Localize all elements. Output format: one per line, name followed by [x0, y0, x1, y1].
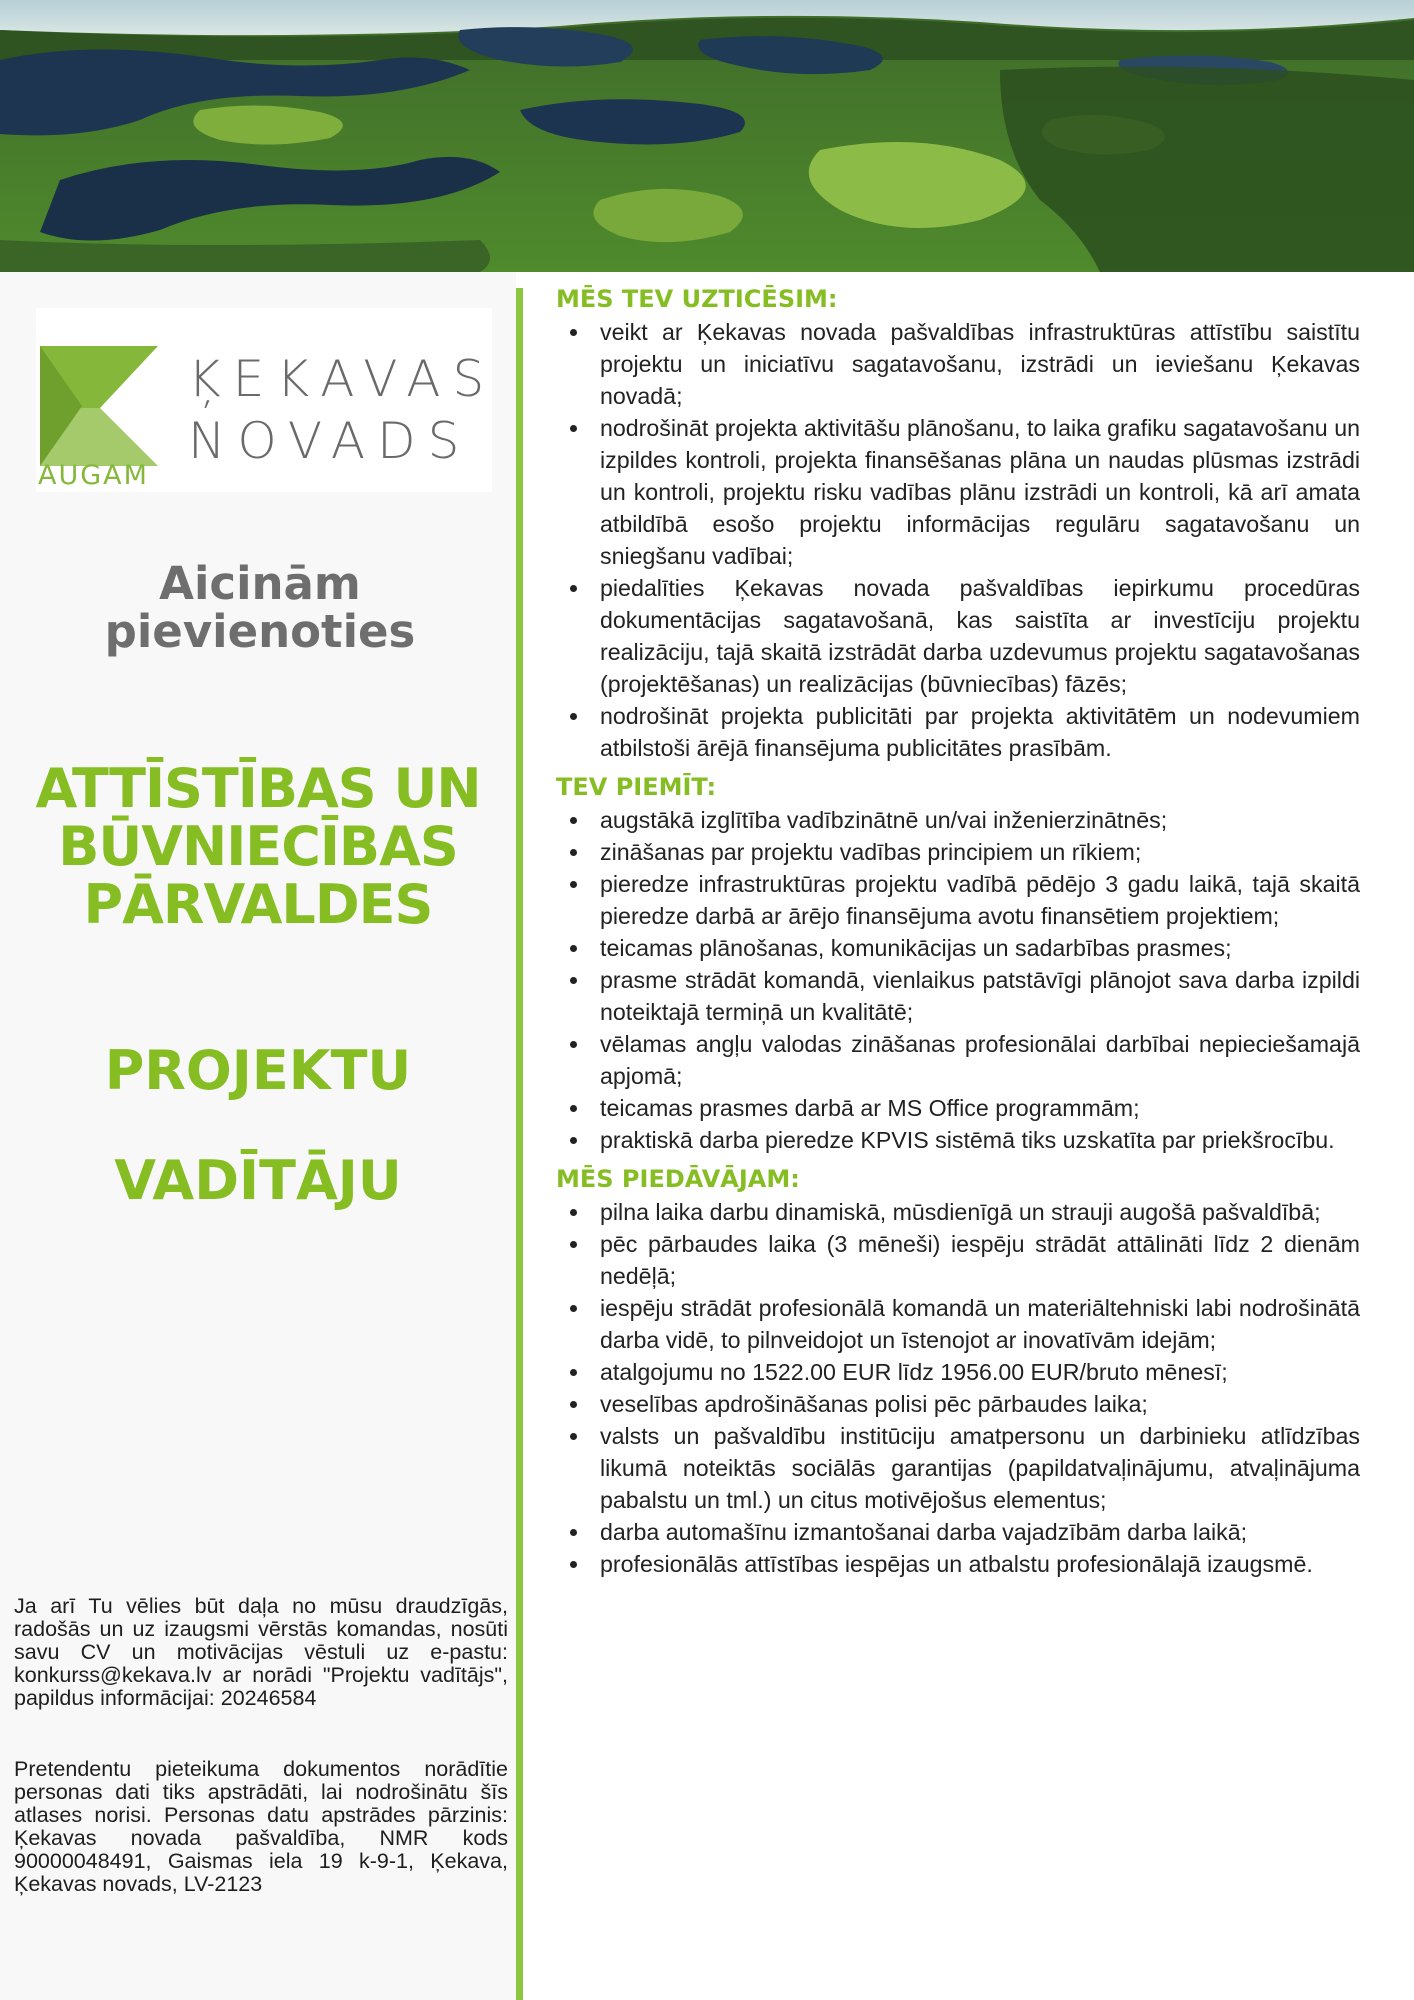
- list-item: atalgojumu no 1522.00 EUR līdz 1956.00 EUR/bruto mēnesī;: [556, 1356, 1360, 1388]
- logo-tagline: AUGAM: [38, 460, 149, 491]
- invite-heading: [40, 557, 480, 658]
- list-item: pēc pārbaudes laika (3 mēneši) iespēju strādāt attālināti līdz 2 dienām nedēļā;: [556, 1228, 1360, 1292]
- logo-name-line2: NOVADS: [188, 412, 472, 470]
- department-line-2: BŪVNIECĪBAS: [58, 815, 458, 878]
- logo-name-line1: ĶEKAVAS: [188, 350, 497, 408]
- list-item: nodrošināt projekta aktivitāšu plānošanu, to laika grafiku sagatavošanu un izpildes kontroli, projekta finansēšanas plāna un naudas plūsmas izstrādi un kontroli, projektu risku vadības plānu izstrādi un kontroli, kā arī amata atbildībā esošo projektu informācijas regulāru sagatavošanu un sniegšanu vadībai;: [556, 412, 1360, 572]
- list-item: pieredze infrastruktūras projektu vadībā pēdējo 3 gadu laikā, tajā skaitā pieredze darbā ar ārējo finansējuma avotu finansētiem projektiem;: [556, 868, 1360, 932]
- department-line-3: PĀRVALDES: [83, 873, 433, 936]
- list-item: augstākā izglītība vadībzinātnē un/vai inženierzinātnēs;: [556, 804, 1360, 836]
- invite-line-2: pievienoties: [104, 605, 416, 658]
- list-item: piedalīties Ķekavas novada pašvaldības iepirkumu procedūras dokumentācijas sagatavošanā, kas saistīta ar investīciju projektu realizāciju, tajā skaitā izstrādāt darba uzdevumus projektu sagatavošanas (projektēšanas) un realizācijas (būvniecības) fāzēs;: [556, 572, 1360, 700]
- left-column: [0, 272, 516, 2000]
- list-item: iespēju strādāt profesionālā komandā un materiāltehniski labi nodrošinātā darba vidē, to pilnveidojot un īstenojot ar inovatīvām idejām;: [556, 1292, 1360, 1356]
- requirements-list: [556, 804, 1360, 1156]
- privacy-notice: Pretendentu pieteikuma dokumentos norādītie personas dati tiks apstrādāti, lai nodrošinātu šīs atlases norisi. Personas datu apstrādes pārzinis: Ķekavas novada pašvaldība, NMR kods 90000048491, Gaismas iela 19 k-9-1, Ķekava, Ķekavas novads, LV-2123: [14, 1757, 508, 1896]
- list-item: darba automašīnu izmantošanai darba vajadzībām darba laikā;: [556, 1516, 1360, 1548]
- list-item: vēlamas angļu valodas zināšanas profesionālai darbībai nepieciešamajā apjomā;: [556, 1028, 1360, 1092]
- offer-list: [556, 1196, 1360, 1580]
- header-aerial-photo: [0, 0, 1414, 272]
- duties-list: [556, 316, 1360, 764]
- application-instructions: Ja arī Tu vēlies būt daļa no mūsu draudzīgās, radošās un uz izaugsmi vērstās komandas, nosūti savu CV un motivācijas vēstuli uz e-pastu: konkurss@kekava.lv ar norādi "Projektu vadītājs", papildus informācijai: 20246584: [14, 1594, 508, 1710]
- list-item: zināšanas par projektu vadības principiem un rīkiem;: [556, 836, 1360, 868]
- kekava-k-logo-icon: [40, 346, 160, 466]
- section-heading-requirements: TEV PIEMĪT:: [556, 773, 717, 801]
- kekava-logo: [36, 308, 497, 492]
- list-item: teicamas plānošanas, komunikācijas un sadarbības prasmes;: [556, 932, 1360, 964]
- list-item: veselības apdrošināšanas polisi pēc pārbaudes laika;: [556, 1388, 1360, 1420]
- list-item: teicamas prasmes darbā ar MS Office programmām;: [556, 1092, 1360, 1124]
- position-title-line-2: VADĪTĀJU: [114, 1149, 402, 1212]
- list-item: prasme strādāt komandā, vienlaikus patstāvīgi plānojot sava darba izpildi noteiktajā termiņā un kvalitātē;: [556, 964, 1360, 1028]
- list-item: praktiskā darba pieredze KPVIS sistēmā tiks uzskatīta par priekšrocību.: [556, 1124, 1360, 1156]
- list-item: veikt ar Ķekavas novada pašvaldības infrastruktūras attīstību saistītu projektu un iniciatīvu sagatavošanu, izstrādi un ieviešanu Ķekavas novadā;: [556, 316, 1360, 412]
- right-column: [556, 282, 1360, 1586]
- landscape-illustration: [0, 0, 1414, 272]
- list-item: pilna laika darbu dinamiskā, mūsdienīgā un strauji augošā pašvaldībā;: [556, 1196, 1360, 1228]
- department-title: [12, 757, 504, 936]
- department-line-1: ATTĪSTĪBAS UN: [35, 757, 481, 820]
- section-heading-duties: MĒS TEV UZTICĒSIM:: [556, 285, 838, 313]
- list-item: nodrošināt projekta publicitāti par projekta aktivitātēm un nodevumiem atbilstoši ārējā finansējuma publicitātes prasībām.: [556, 700, 1360, 764]
- list-item: profesionālās attīstības iespējas un atbalstu profesionālajā izaugsmē.: [556, 1548, 1360, 1580]
- position-title-line-1: PROJEKTU: [104, 1039, 412, 1102]
- column-divider: [516, 288, 523, 2000]
- invite-line-1: Aicinām: [159, 557, 361, 610]
- section-heading-offer: MĒS PIEDĀVĀJAM:: [556, 1165, 800, 1193]
- list-item: valsts un pašvaldību institūciju amatpersonu un darbinieku atlīdzības likumā noteiktās sociālās garantijas (papildatvaļinājumu, atvaļinājuma pabalstu un tml.) un citus motivējošus elementus;: [556, 1420, 1360, 1516]
